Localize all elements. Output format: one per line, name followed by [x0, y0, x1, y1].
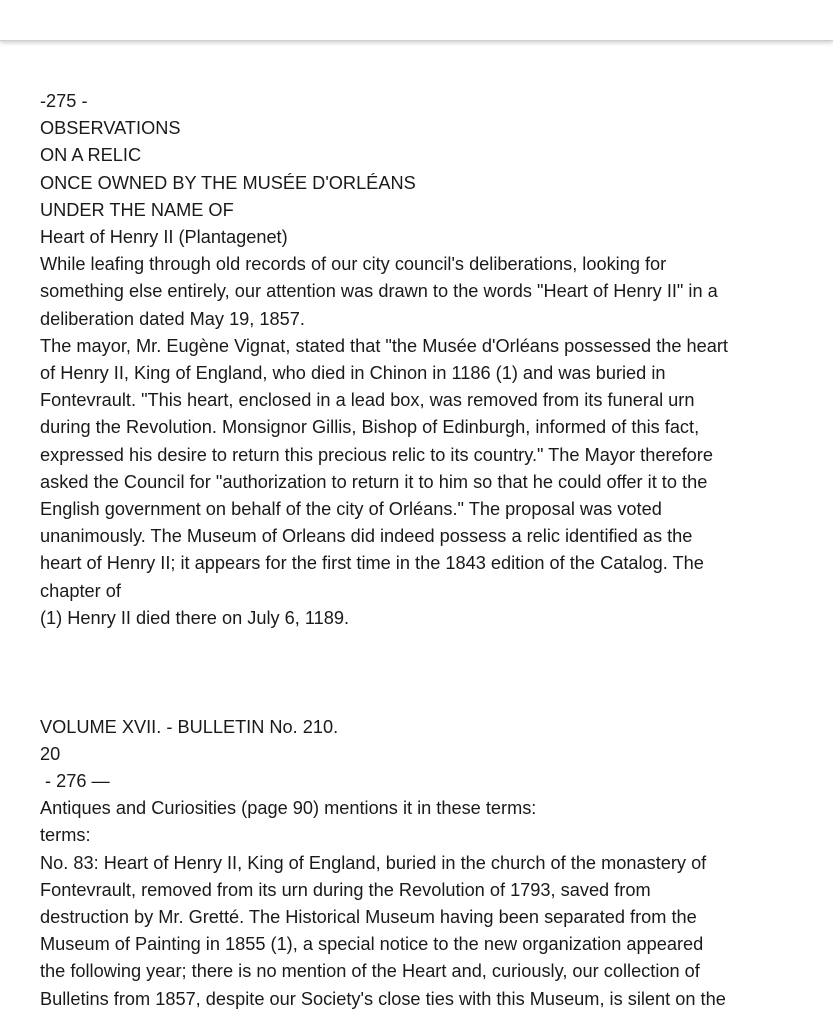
page-break-spacer	[40, 632, 826, 714]
paragraph-line: The mayor, Mr. Eugène Vignat, stated that "the Musée d'Orléans possessed the heart	[40, 335, 728, 356]
paragraph-line: terms:	[40, 825, 91, 846]
page-number: - 276 —	[40, 771, 110, 792]
paragraph-line: deliberation dated May 19, 1857.	[40, 308, 305, 329]
paragraph-line: unanimously. The Museum of Orleans did indeed possess a relic identified as the	[40, 526, 693, 547]
title-line: ON A RELIC	[40, 145, 142, 166]
signature-number: 20	[40, 743, 61, 764]
paragraph-line: of Henry II, King of England, who died in Chinon in 1186 (1) and was buried in	[40, 363, 666, 384]
paragraph-line: No. 83: Heart of Henry II, King of England, buried in the church of the monastery of	[40, 852, 707, 873]
page-number: -275 -	[40, 91, 88, 111]
title-line: ONCE OWNED BY THE MUSÉE D'ORLÉANS	[40, 172, 416, 193]
paragraph-line: destruction by Mr. Gretté. The Historical Museum having been separated from the	[40, 907, 697, 928]
paragraph-line: heart of Henry II; it appears for the first time in the 1843 edition of the Catalog. The	[40, 553, 704, 574]
paragraph-line: English government on behalf of the city of Orléans." The proposal was voted	[40, 499, 662, 520]
paragraph-line: asked the Council for "authorization to return it to him so that he could offer it to the	[40, 471, 708, 492]
paragraph-line: during the Revolution. Monsignor Gillis, Bishop of Edinburgh, informed of this fact,	[40, 417, 700, 438]
paragraph-line: chapter of	[40, 580, 121, 601]
subtitle-line: Heart of Henry II (Plantagenet)	[40, 227, 288, 248]
paragraph-line: Antiques and Curiosities (page 90) mentions it in these terms:	[40, 798, 537, 819]
paragraph-line: something else entirely, our attention was drawn to the words "Heart of Henry II" in a	[40, 281, 718, 302]
paragraph-line: Bulletins from 1857, despite our Society's close ties with this Museum, is silent on the	[40, 988, 726, 1009]
paragraph-line: Museum of Painting in 1855 (1), a special notice to the new organization appeared	[40, 934, 704, 955]
paragraph-line: Fontevrault, removed from its urn during the Revolution of 1793, saved from	[40, 879, 651, 900]
footnote: (1) Henry II died there on July 6, 1189.	[40, 607, 350, 628]
paragraph-line: expressed his desire to return this precious relic to its country." The Mayor therefore	[40, 444, 713, 465]
paragraph-line: Fontevrault. "This heart, enclosed in a lead box, was removed from its funeral urn	[40, 390, 695, 411]
top-toolbar	[0, 0, 833, 41]
paragraph-line: While leafing through old records of our city council's deliberations, looking for	[40, 254, 667, 275]
paragraph-line: the following year; there is no mention of the Heart and, curiously, our collection of	[40, 961, 700, 982]
title-line: UNDER THE NAME OF	[40, 199, 234, 220]
title-line: OBSERVATIONS	[40, 118, 181, 139]
document-body	[40, 88, 826, 1013]
volume-line: VOLUME XVII. - BULLETIN No. 210.	[40, 716, 339, 737]
